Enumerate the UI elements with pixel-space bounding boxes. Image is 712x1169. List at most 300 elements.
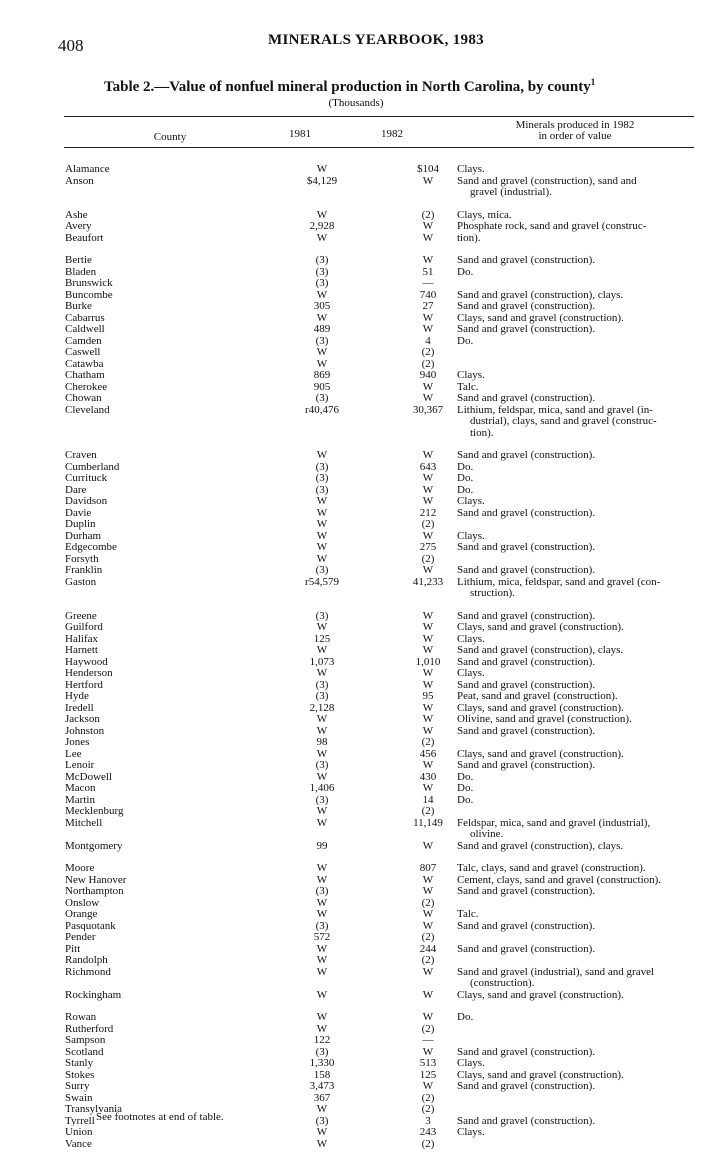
table-row xyxy=(0,966,712,978)
value-1982-cell: W xyxy=(422,1045,434,1058)
minerals-cell: Sand and gravel (construction), clays. xyxy=(457,644,624,656)
minerals-cell: Lithium, feldspar, mica, sand and gravel (in- xyxy=(457,403,653,416)
table-row xyxy=(0,346,712,358)
minerals-cell: gravel (industrial). xyxy=(470,186,552,198)
value-1981-cell: W xyxy=(316,1103,328,1115)
county-cell xyxy=(65,576,230,588)
county-cell xyxy=(65,610,230,622)
county-name: Davie xyxy=(65,506,92,519)
county-name: Chatham xyxy=(65,369,105,381)
value-1981-cell: (3) xyxy=(315,564,329,576)
value-1981-cell: W xyxy=(316,311,328,324)
table-row xyxy=(0,427,712,439)
table-row xyxy=(0,392,712,404)
minerals-cell: Clays. xyxy=(457,632,485,645)
value-1981-cell: (3) xyxy=(315,919,329,932)
value-1982-cell: 95 xyxy=(422,690,434,702)
table-row xyxy=(0,220,712,232)
county-cell xyxy=(65,954,230,966)
footnote: See footnotes at end of table. xyxy=(96,1111,224,1123)
table-row xyxy=(0,885,712,897)
value-1981-cell: (3) xyxy=(315,254,329,266)
value-1981-cell: 99 xyxy=(316,839,328,852)
county-name: Bladen xyxy=(65,265,97,278)
table-row xyxy=(0,254,712,266)
minerals-cell: Do. xyxy=(457,793,474,806)
value-1982-cell: (2) xyxy=(421,357,435,370)
value-1981-cell: W xyxy=(316,529,328,542)
county-cell xyxy=(65,461,230,473)
value-1981-cell: (3) xyxy=(315,1114,329,1127)
minerals-cell: Clays. xyxy=(457,1057,485,1069)
minerals-cell: Sand and gravel (construction). xyxy=(457,541,596,553)
value-1981-cell: W xyxy=(316,713,328,725)
minerals-cell: Clays. xyxy=(457,1126,485,1138)
county-name: Caldwell xyxy=(65,323,105,335)
county-cell xyxy=(65,759,230,771)
county-name: Surry xyxy=(65,1080,90,1092)
value-1981-cell: W xyxy=(316,163,328,175)
value-1981-cell: W xyxy=(316,942,328,955)
table-row xyxy=(0,989,712,1001)
value-1981-cell: 572 xyxy=(313,931,331,943)
minerals-cell: Sand and gravel (construction). xyxy=(457,759,596,771)
table-row xyxy=(0,1023,712,1035)
table-subtitle: (Thousands) xyxy=(328,97,384,109)
table-row xyxy=(0,702,712,714)
value-1982-cell: 212 xyxy=(419,506,437,519)
minerals-cell: tion). xyxy=(470,426,494,439)
county-cell xyxy=(65,1034,230,1046)
table-row xyxy=(0,1080,712,1092)
value-1982-cell: W xyxy=(422,782,434,794)
county-cell xyxy=(65,656,230,668)
value-1982-cell: (2) xyxy=(421,931,435,943)
value-1981-cell: W xyxy=(316,908,328,920)
county-cell xyxy=(65,1126,230,1138)
minerals-cell: (construction). xyxy=(470,977,535,989)
county-name: Camden xyxy=(65,334,102,347)
county-name: Craven xyxy=(65,449,97,461)
table-row xyxy=(0,518,712,530)
county-cell xyxy=(65,897,230,909)
table-row xyxy=(0,977,712,989)
minerals-cell: Sand and gravel (construction). xyxy=(457,885,596,897)
table-row xyxy=(0,725,712,737)
value-1981-cell: 869 xyxy=(313,369,331,381)
value-1982-cell: W xyxy=(422,908,434,920)
minerals-cell: struction). xyxy=(470,587,515,599)
county-name: Johnston xyxy=(65,724,105,737)
county-name: Guilford xyxy=(65,621,103,633)
table-row xyxy=(0,897,712,909)
value-1982-cell: W xyxy=(422,449,434,461)
value-1981-cell: 2,128 xyxy=(309,701,335,714)
county-name: Forsyth xyxy=(65,552,99,565)
value-1982-cell: 125 xyxy=(419,1068,437,1081)
value-1982-cell: 275 xyxy=(419,541,437,553)
title-footnote-marker: 1 xyxy=(590,77,596,87)
county-name: Onslow xyxy=(65,896,100,909)
table-row xyxy=(0,805,712,817)
value-1981-cell: 125 xyxy=(313,632,331,645)
table-row xyxy=(0,564,712,576)
county-cell xyxy=(65,782,230,794)
value-1981-cell: W xyxy=(316,896,328,909)
value-1982-cell: 11,149 xyxy=(413,816,443,829)
county-name: Mecklenburg xyxy=(65,805,124,817)
table-row xyxy=(0,736,712,748)
table-row xyxy=(0,840,712,852)
minerals-cell: Talc, clays, sand and gravel (construction). xyxy=(457,862,646,874)
county-name: Hyde xyxy=(65,690,89,702)
value-1981-cell: r40,476 xyxy=(305,403,339,416)
value-1982-cell: W xyxy=(422,529,434,542)
minerals-cell: Clays. xyxy=(457,667,485,679)
table-row xyxy=(0,771,712,783)
county-name: Harnett xyxy=(65,644,98,656)
county-cell xyxy=(65,805,230,817)
table-row xyxy=(0,484,712,496)
value-1982-cell: W xyxy=(422,231,434,244)
table-row xyxy=(0,943,712,955)
county-name: Beaufort xyxy=(65,231,104,244)
table-row xyxy=(0,186,712,198)
value-1982-cell: W xyxy=(422,495,434,507)
value-1981-cell: W xyxy=(316,1011,328,1023)
value-1982-cell: 41,233 xyxy=(412,575,444,588)
table-row xyxy=(0,1069,712,1081)
table-row xyxy=(0,1057,712,1069)
minerals-cell: olivine. xyxy=(470,828,504,840)
value-1982-cell: (2) xyxy=(421,736,435,748)
county-cell xyxy=(65,1069,230,1081)
table-row xyxy=(0,1034,712,1046)
value-1982-cell: W xyxy=(422,311,434,324)
value-1982-cell: 3 xyxy=(425,1114,431,1127)
value-1982-cell: W xyxy=(422,472,434,484)
table-row xyxy=(0,449,712,461)
table-row xyxy=(0,335,712,347)
minerals-cell: Clays, sand and gravel (construction). xyxy=(457,747,624,760)
county-cell xyxy=(65,564,230,576)
county-cell xyxy=(65,1080,230,1092)
county-cell xyxy=(65,736,230,748)
county-cell xyxy=(65,323,230,335)
value-1981-cell: W xyxy=(316,346,328,358)
value-1982-cell: (2) xyxy=(421,552,435,565)
table-row xyxy=(0,209,712,221)
value-1981-cell: W xyxy=(316,1126,328,1138)
value-1982-cell: (2) xyxy=(421,1137,435,1150)
county-name: Randolph xyxy=(65,954,108,966)
value-1982-cell: (2) xyxy=(421,1022,435,1035)
county-cell xyxy=(65,484,230,496)
value-1982-cell: 1,010 xyxy=(415,655,441,668)
county-name: Rowan xyxy=(65,1011,97,1023)
minerals-cell: Clays, sand and gravel (construction). xyxy=(457,311,624,324)
value-1981-cell: $4,129 xyxy=(306,174,338,187)
county-name: Chowan xyxy=(65,392,102,404)
county-name: Richmond xyxy=(65,965,111,978)
value-1981-cell: (3) xyxy=(315,460,329,473)
minerals-cell: Phosphate rock, sand and gravel (construc- xyxy=(457,220,647,232)
value-1982-cell: W xyxy=(422,839,434,852)
county-name: Alamance xyxy=(65,163,110,175)
minerals-cell: Do. xyxy=(457,265,474,278)
minerals-cell: Do. xyxy=(457,460,474,473)
page-number: 408 xyxy=(58,36,84,55)
value-1981-cell: 367 xyxy=(313,1091,331,1104)
county-cell xyxy=(65,518,230,530)
county-cell xyxy=(65,346,230,358)
county-cell xyxy=(65,277,230,289)
value-1982-cell: W xyxy=(422,483,434,496)
minerals-cell: Sand and gravel (construction). xyxy=(457,678,596,691)
county-cell xyxy=(65,667,230,679)
value-1982-cell: 51 xyxy=(422,265,434,278)
value-1981-cell: r54,579 xyxy=(305,575,339,588)
value-1981-cell: W xyxy=(316,621,328,633)
county-cell xyxy=(65,725,230,737)
county-name: Martin xyxy=(65,793,95,806)
minerals-cell: Olivine, sand and gravel (construction). xyxy=(457,713,632,725)
county-cell xyxy=(65,702,230,714)
county-name: Mitchell xyxy=(65,816,103,829)
minerals-cell: Sand and gravel (construction). xyxy=(457,919,596,932)
county-name: Stokes xyxy=(65,1068,95,1081)
value-1982-cell: 456 xyxy=(419,747,437,760)
county-cell xyxy=(65,748,230,760)
county-cell xyxy=(65,621,230,633)
county-cell xyxy=(65,713,230,725)
value-1981-cell: W xyxy=(316,357,328,370)
value-1982-cell: W xyxy=(422,254,434,266)
table-row xyxy=(0,576,712,588)
county-cell xyxy=(65,289,230,301)
table-row xyxy=(0,358,712,370)
county-name: Stanly xyxy=(65,1057,94,1069)
county-cell xyxy=(65,495,230,507)
value-1981-cell: W xyxy=(316,816,328,829)
value-1981-cell: W xyxy=(316,988,328,1001)
value-1981-cell: W xyxy=(316,1022,328,1035)
minerals-cell: Sand and gravel (construction). xyxy=(457,392,596,404)
value-1981-cell: W xyxy=(316,506,328,519)
value-1981-cell: W xyxy=(316,1137,328,1150)
table-row xyxy=(0,553,712,565)
minerals-cell: Feldspar, mica, sand and gravel (industrial), xyxy=(457,816,651,829)
county-cell xyxy=(65,1057,230,1069)
value-1982-cell: W xyxy=(422,632,434,645)
minerals-cell: Sand and gravel (construction). xyxy=(457,609,596,622)
minerals-cell: Do. xyxy=(457,1011,474,1023)
county-name: Gaston xyxy=(65,575,97,588)
county-cell xyxy=(65,553,230,565)
table-row xyxy=(0,1011,712,1023)
table-row xyxy=(0,232,712,244)
county-name: Transylvania xyxy=(65,1103,123,1115)
minerals-cell: Clays. xyxy=(457,529,485,542)
value-1981-cell: (3) xyxy=(315,1045,329,1058)
table-row xyxy=(0,381,712,393)
header-minerals-line2: in order of value xyxy=(538,130,612,142)
value-1982-cell: (2) xyxy=(421,1091,435,1104)
value-1981-cell: W xyxy=(316,449,328,461)
county-cell xyxy=(65,472,230,484)
value-1981-cell: W xyxy=(316,873,328,886)
table-row xyxy=(0,759,712,771)
value-1981-cell: (3) xyxy=(315,277,329,289)
county-cell xyxy=(65,840,230,852)
county-cell xyxy=(65,644,230,656)
county-cell xyxy=(65,335,230,347)
minerals-cell: Talc. xyxy=(457,908,479,920)
table-row xyxy=(0,404,712,416)
value-1981-cell: 489 xyxy=(313,323,331,335)
table-row xyxy=(0,461,712,473)
table-row xyxy=(0,163,712,175)
county-cell xyxy=(65,1023,230,1035)
county-name: Anson xyxy=(65,174,94,187)
county-name: Edgecombe xyxy=(65,541,117,553)
minerals-cell: Clays, sand and gravel (construction). xyxy=(457,621,624,633)
value-1981-cell: W xyxy=(316,208,328,221)
minerals-cell: Sand and gravel (construction). xyxy=(457,1080,596,1092)
county-name: Catawba xyxy=(65,357,104,370)
county-name: Rockingham xyxy=(65,988,122,1001)
minerals-cell: Sand and gravel (construction), clays. xyxy=(457,839,624,852)
minerals-cell: Sand and gravel (construction). xyxy=(457,254,596,266)
value-1982-cell: 244 xyxy=(419,942,437,955)
value-1982-cell: W xyxy=(422,621,434,633)
county-name: Greene xyxy=(65,609,97,622)
county-name: Dare xyxy=(65,483,87,496)
value-1982-cell: W xyxy=(422,174,434,187)
table-row xyxy=(0,1126,712,1138)
value-1981-cell: 158 xyxy=(313,1068,331,1081)
value-1982-cell: 4 xyxy=(425,334,431,347)
value-1982-cell: W xyxy=(422,564,434,576)
county-cell xyxy=(65,449,230,461)
table-row xyxy=(0,713,712,725)
county-name: Lenoir xyxy=(65,759,95,771)
county-cell xyxy=(65,1138,230,1150)
value-1982-cell: 430 xyxy=(419,770,437,783)
county-cell xyxy=(65,633,230,645)
minerals-cell: Sand and gravel (construction), clays. xyxy=(457,288,624,301)
county-cell xyxy=(65,369,230,381)
county-name: Burke xyxy=(65,300,92,312)
minerals-cell: tion). xyxy=(457,231,481,244)
table-row xyxy=(0,472,712,484)
value-1982-cell: 740 xyxy=(419,288,437,301)
value-1981-cell: (3) xyxy=(315,793,329,806)
value-1981-cell: W xyxy=(316,724,328,737)
value-1982-cell: W xyxy=(422,965,434,978)
minerals-cell: Cement, clays, sand and gravel (construction). xyxy=(457,873,662,886)
value-1982-cell: 27 xyxy=(422,300,434,312)
value-1982-cell: W xyxy=(422,1011,434,1023)
county-name: Caswell xyxy=(65,346,101,358)
value-1981-cell: (3) xyxy=(315,885,329,897)
county-name: McDowell xyxy=(65,770,113,783)
value-1982-cell: (2) xyxy=(421,518,435,530)
minerals-cell: Clays, sand and gravel (construction). xyxy=(457,1068,624,1081)
value-1981-cell: W xyxy=(316,518,328,530)
minerals-cell: Clays, sand and gravel (construction). xyxy=(457,988,624,1001)
value-1981-cell: (3) xyxy=(315,392,329,404)
county-name: Iredell xyxy=(65,701,94,714)
county-cell xyxy=(65,530,230,542)
table-row xyxy=(0,266,712,278)
county-cell xyxy=(65,989,230,1001)
value-1982-cell: 807 xyxy=(419,862,437,874)
minerals-cell: Sand and gravel (construction). xyxy=(457,1045,596,1058)
value-1981-cell: (3) xyxy=(315,690,329,702)
county-cell xyxy=(65,1092,230,1104)
county-cell xyxy=(65,1011,230,1023)
county-cell xyxy=(65,771,230,783)
value-1982-cell: W xyxy=(422,759,434,771)
value-1982-cell: W xyxy=(422,380,434,393)
county-cell xyxy=(65,163,230,175)
county-name: Currituck xyxy=(65,472,108,484)
table-row xyxy=(0,1092,712,1104)
value-1981-cell: 905 xyxy=(313,380,331,393)
value-1982-cell: W xyxy=(422,323,434,335)
value-1982-cell: W xyxy=(422,220,434,232)
county-cell xyxy=(65,381,230,393)
value-1982-cell: W xyxy=(422,919,434,932)
minerals-cell: Sand and gravel (construction), sand and xyxy=(457,174,637,187)
county-name: Cabarrus xyxy=(65,311,105,324)
value-1982-cell: $104 xyxy=(417,163,439,175)
minerals-cell: Clays, mica. xyxy=(457,208,512,221)
value-1982-cell: 940 xyxy=(419,369,437,381)
table-row xyxy=(0,175,712,187)
running-head: MINERALS YEARBOOK, 1983 xyxy=(268,32,484,48)
county-name: Vance xyxy=(65,1137,92,1150)
table-row xyxy=(0,690,712,702)
value-1982-cell: 243 xyxy=(419,1126,437,1138)
value-1982-cell: 14 xyxy=(422,793,434,806)
county-cell xyxy=(65,794,230,806)
value-1981-cell: (3) xyxy=(315,472,329,484)
minerals-cell: Sand and gravel (construction). xyxy=(457,564,596,576)
table-row xyxy=(0,587,712,599)
value-1982-cell: — xyxy=(422,277,434,289)
table-row xyxy=(0,289,712,301)
minerals-cell: Sand and gravel (construction). xyxy=(457,655,596,668)
table-row xyxy=(0,277,712,289)
value-1982-cell: (2) xyxy=(421,805,435,817)
county-cell xyxy=(65,1046,230,1058)
minerals-cell: Sand and gravel (construction). xyxy=(457,724,596,737)
value-1981-cell: (3) xyxy=(315,678,329,691)
minerals-cell: Sand and gravel (construction). xyxy=(457,449,596,461)
county-name: Pasquotank xyxy=(65,919,116,932)
value-1982-cell: W xyxy=(422,873,434,886)
value-1982-cell: W xyxy=(422,678,434,691)
table-row xyxy=(0,667,712,679)
value-1981-cell: 1,406 xyxy=(309,782,335,794)
county-name: Tyrrell xyxy=(65,1114,95,1127)
county-name: Duplin xyxy=(65,518,96,530)
value-1981-cell: W xyxy=(316,747,328,760)
table-row xyxy=(0,507,712,519)
table-row xyxy=(0,794,712,806)
